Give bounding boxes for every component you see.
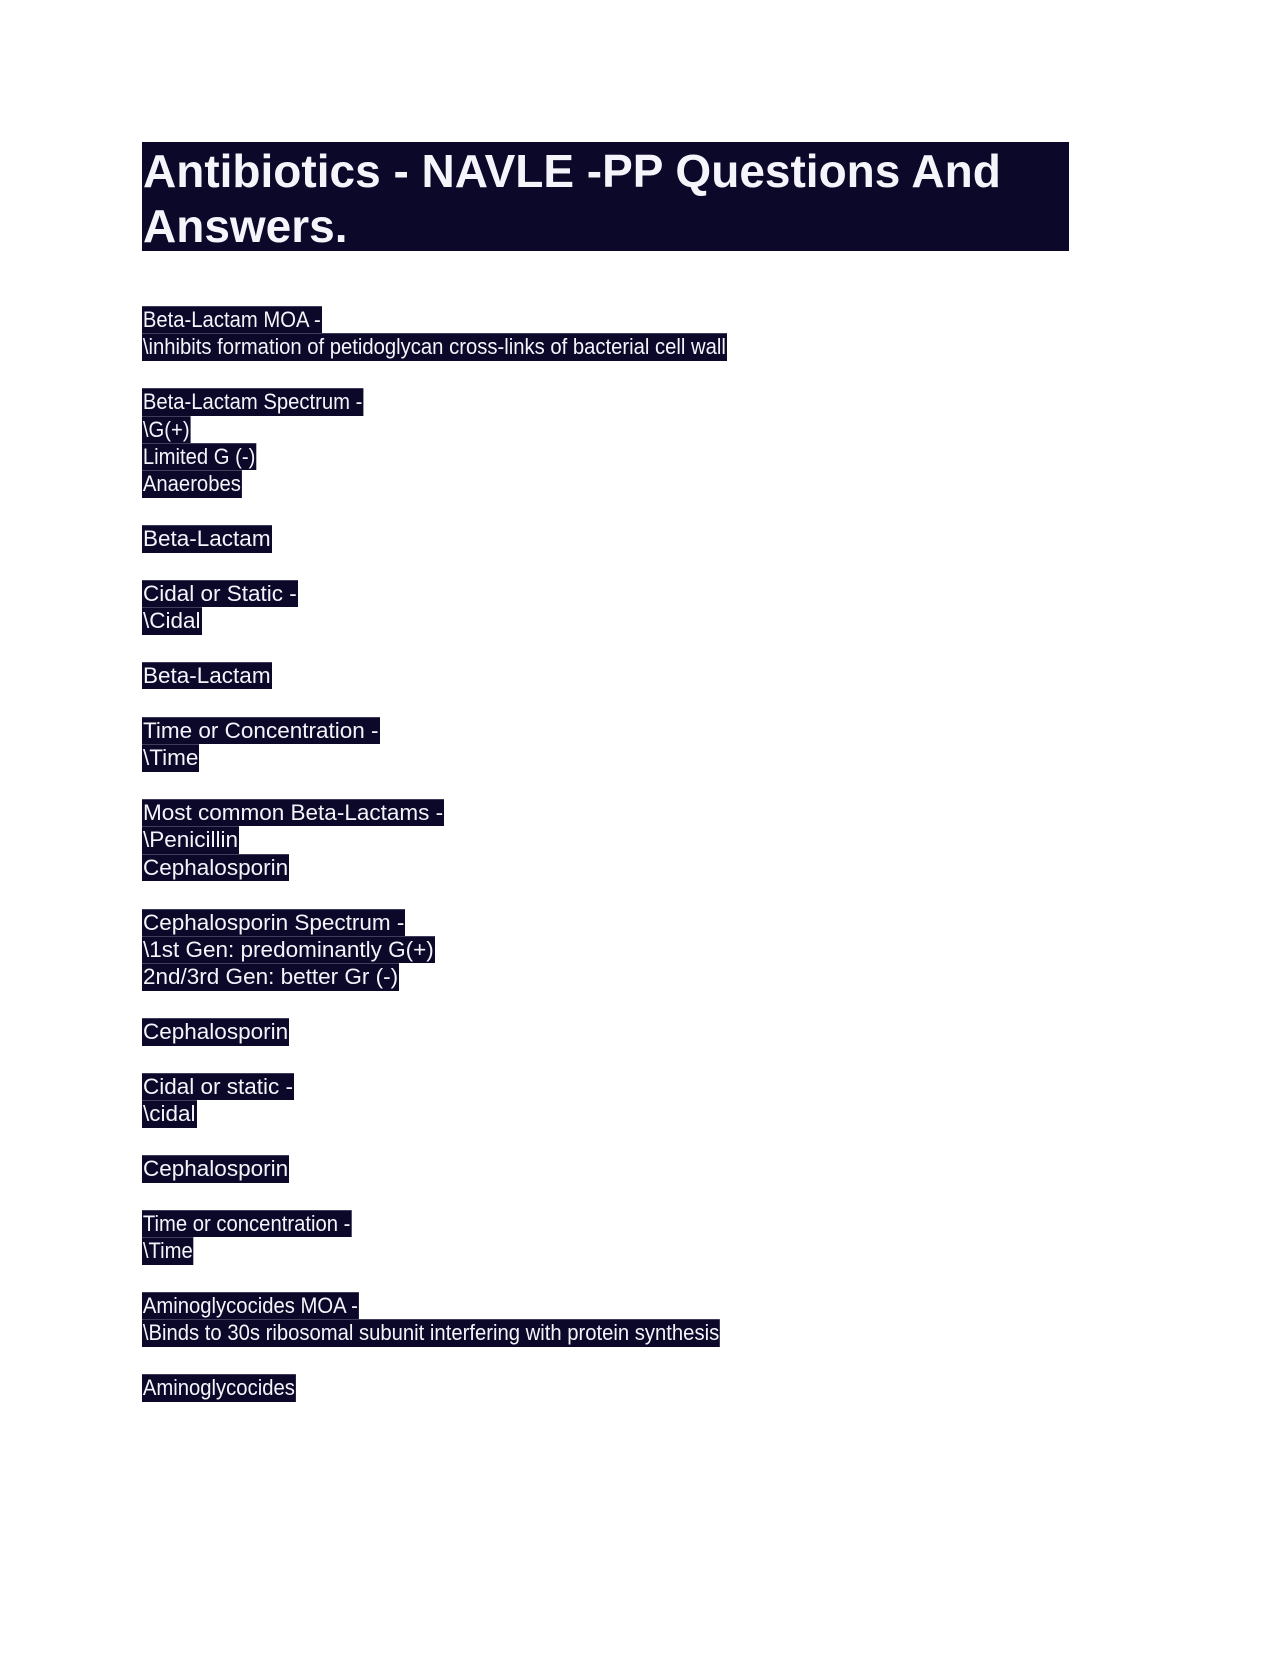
document-body	[142, 306, 792, 1429]
title-line-2: Answers.	[143, 200, 348, 252]
question-text: Cidal or Static -	[143, 580, 297, 606]
answer-text: \Time	[142, 1238, 193, 1264]
answer-text: 2nd/3rd Gen: better Gr (-)	[143, 964, 399, 990]
question-text: Beta-Lactam Spectrum -	[142, 389, 363, 415]
answer-text: \G(+)	[142, 416, 190, 442]
question-text: Cidal or static -	[143, 1073, 294, 1099]
question-text: Most common Beta-Lactams -	[143, 800, 444, 826]
question-text: Aminoglycocides MOA -	[142, 1293, 358, 1319]
qa-entry	[142, 388, 792, 498]
question-text: Time or concentration -	[142, 1210, 351, 1236]
qa-entry	[142, 1018, 792, 1045]
qa-entry	[142, 1210, 792, 1265]
answer-text: \Penicillin	[143, 827, 239, 853]
qa-entry	[142, 1073, 792, 1128]
question-text: Beta-Lactam	[143, 663, 271, 689]
title-line-1: Antibiotics - NAVLE -PP Questions And	[143, 145, 1001, 197]
answer-text: \1st Gen: predominantly G(+)	[143, 936, 434, 962]
question-text: Time or Concentration -	[143, 717, 379, 743]
qa-entry	[142, 1155, 792, 1182]
answer-text: \inhibits formation of petidoglycan cross-links of bacterial cell wall	[142, 334, 726, 360]
qa-entry	[142, 909, 792, 991]
answer-text: \Binds to 30s ribosomal subunit interfering with protein synthesis	[142, 1320, 720, 1346]
document-title	[143, 144, 1001, 254]
qa-entry	[142, 799, 792, 881]
question-text: Beta-Lactam	[143, 526, 271, 552]
question-text: Aminoglycocides	[142, 1375, 295, 1401]
answer-text: Cephalosporin	[143, 854, 289, 880]
answer-text: Anaerobes	[142, 471, 241, 497]
qa-entry	[142, 717, 792, 772]
question-text: Beta-Lactam MOA -	[142, 307, 321, 332]
qa-entry	[142, 1374, 792, 1401]
document-title-block	[142, 142, 1069, 251]
question-text: Cephalosporin	[143, 1019, 289, 1045]
qa-entry	[142, 662, 792, 689]
answer-text: \cidal	[143, 1101, 196, 1127]
qa-entry	[142, 1292, 792, 1347]
answer-text: \Cidal	[143, 608, 201, 634]
qa-entry	[142, 580, 792, 635]
answer-text: Limited G (-)	[142, 443, 256, 469]
qa-entry	[142, 525, 792, 552]
question-text: Cephalosporin	[143, 1156, 289, 1182]
answer-text: \Time	[143, 745, 199, 771]
question-text: Cephalosporin Spectrum -	[143, 909, 405, 935]
qa-entry	[142, 306, 792, 361]
